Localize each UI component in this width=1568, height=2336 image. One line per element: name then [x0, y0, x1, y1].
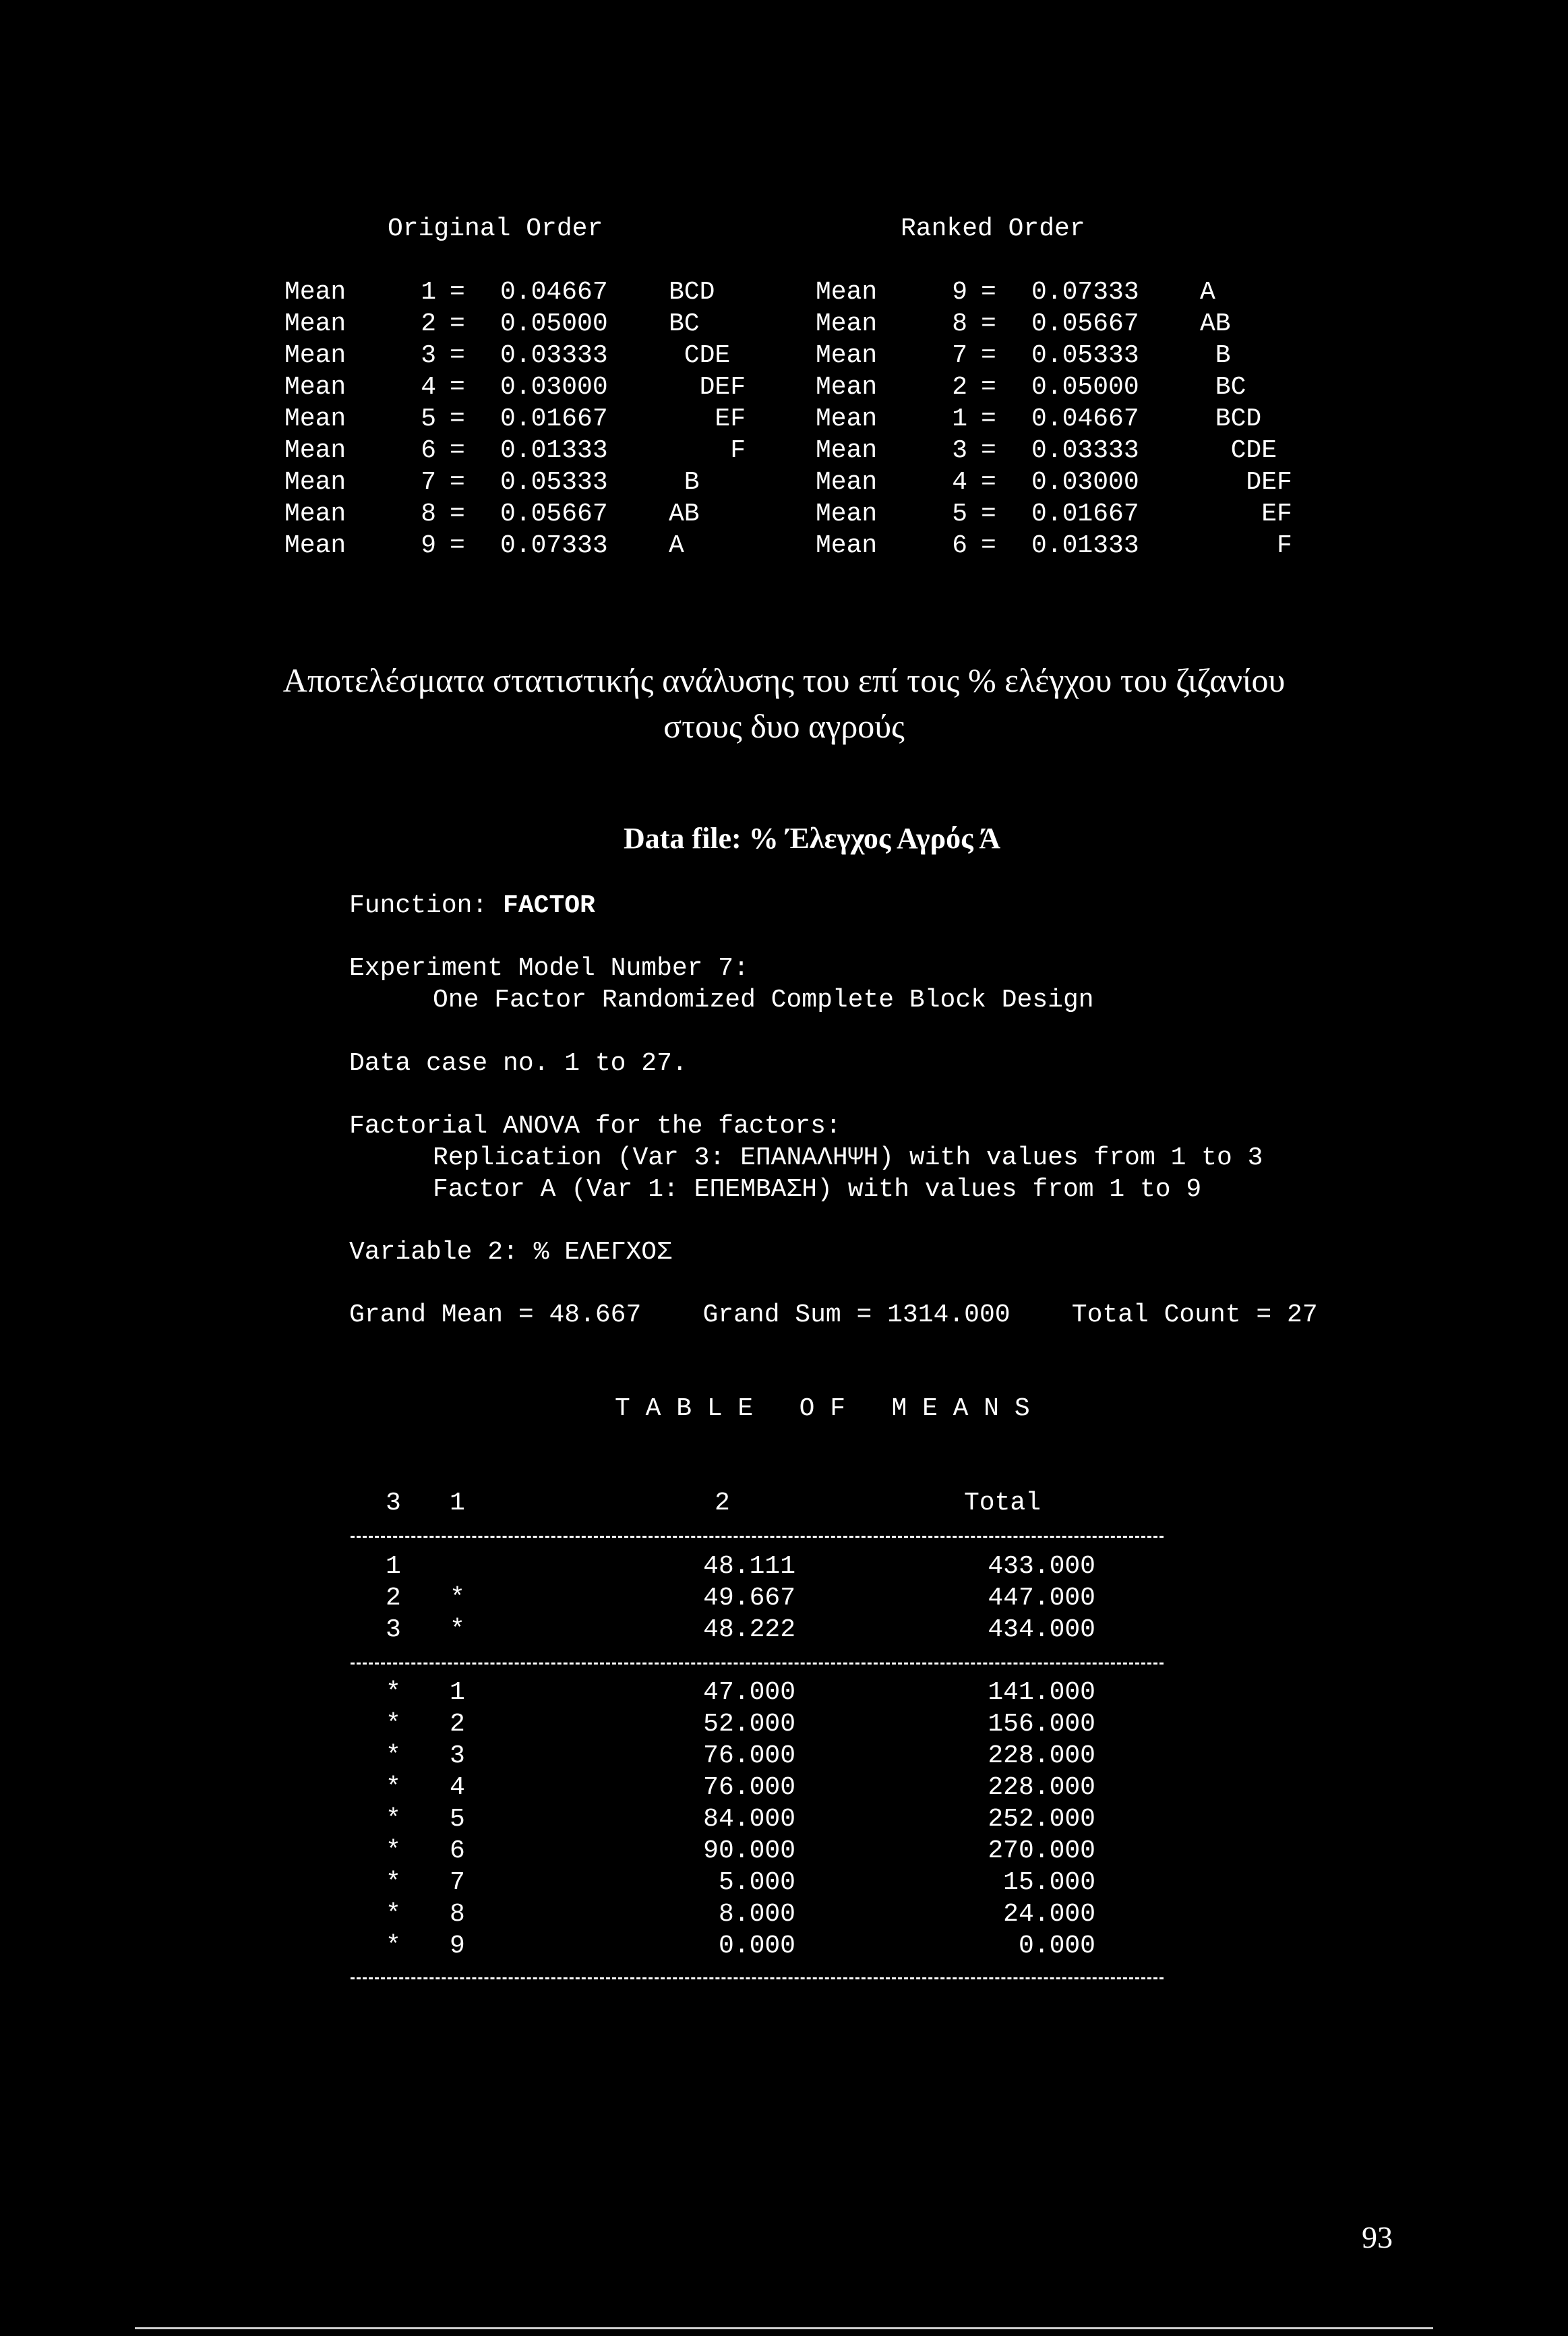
- data-file-heading: Data file: % Έλεγχος Αγρός Ά: [624, 822, 1001, 855]
- cell-total: 252.000: [988, 1805, 1095, 1834]
- cell-total: 141.000: [988, 1678, 1095, 1707]
- group-letters: BCD: [669, 278, 715, 307]
- cell-col-2: 49.667: [703, 1584, 795, 1613]
- mean-index: 3: [421, 341, 436, 370]
- cell-col-2: 76.000: [703, 1773, 795, 1802]
- equals-sign: =: [981, 405, 996, 433]
- section-title: [0, 657, 1568, 749]
- mean-index: 7: [952, 341, 967, 370]
- original-order-header: Original Order: [388, 214, 603, 243]
- equals-sign: =: [450, 436, 465, 465]
- mean-label: Mean: [816, 341, 878, 370]
- group-letters: BC: [1215, 373, 1246, 402]
- mean-value: 0.01333: [500, 436, 608, 465]
- cell-col-2: 90.000: [703, 1836, 795, 1865]
- function-value: FACTOR: [503, 891, 595, 920]
- mean-value: 0.03333: [500, 341, 608, 370]
- group-letters: AB: [669, 500, 700, 529]
- mean-label: Mean: [284, 531, 346, 560]
- header-col-1: 1: [450, 1489, 465, 1518]
- cell-col-2: 84.000: [703, 1805, 795, 1834]
- mean-value: 0.04667: [500, 278, 608, 307]
- cell-total: 433.000: [988, 1552, 1095, 1581]
- cell-total: 15.000: [1003, 1868, 1095, 1897]
- cell-col-3: *: [386, 1900, 401, 1929]
- group-letters: A: [669, 531, 684, 560]
- mean-index: 6: [421, 436, 436, 465]
- ranked-order-header: Ranked Order: [901, 214, 1085, 243]
- cell-total: 24.000: [1003, 1900, 1095, 1929]
- mean-label: Mean: [816, 468, 878, 497]
- equals-sign: =: [450, 278, 465, 307]
- group-letters: F: [1277, 531, 1292, 560]
- cell-total: 0.000: [1018, 1931, 1095, 1960]
- equals-sign: =: [981, 436, 996, 465]
- header-col-2: 2: [715, 1489, 730, 1518]
- cell-col-2: 8.000: [718, 1900, 795, 1929]
- mean-value: 0.03333: [1031, 436, 1139, 465]
- equals-sign: =: [981, 341, 996, 370]
- mean-index: 9: [421, 531, 436, 560]
- cell-col-2: 5.000: [718, 1868, 795, 1897]
- cell-col-2: 47.000: [703, 1678, 795, 1707]
- function-label: Function:: [349, 891, 504, 920]
- replication-line: Replication (Var 3: ΕΠΑΝΑΛΗΨΗ) with values from 1 to 3: [433, 1143, 1263, 1172]
- group-letters: BCD: [1215, 405, 1262, 433]
- means-table-row: [0, 1740, 1568, 1772]
- equals-sign: =: [981, 468, 996, 497]
- equals-sign: =: [450, 341, 465, 370]
- cell-col-3: *: [386, 1678, 401, 1707]
- means-table-row: [0, 1772, 1568, 1803]
- table-rule-middle: [351, 1663, 1164, 1665]
- mean-index: 5: [421, 405, 436, 433]
- equals-sign: =: [450, 500, 465, 529]
- variable-line: Variable 2: % ΕΛΕΓΧΟΣ: [349, 1238, 672, 1267]
- cell-col-1: 3: [450, 1741, 465, 1770]
- mean-value: 0.05000: [1031, 373, 1139, 402]
- mean-value: 0.01333: [1031, 531, 1139, 560]
- cell-col-2: 52.000: [703, 1710, 795, 1739]
- mean-value: 0.05000: [500, 309, 608, 338]
- mean-index: 7: [421, 468, 436, 497]
- group-letters: B: [684, 468, 700, 497]
- anova-factors-line: Factorial ANOVA for the factors:: [349, 1112, 841, 1141]
- cell-col-3: 1: [386, 1552, 401, 1581]
- section-title-line-1: Αποτελέσματα στατιστικής ανάλυσης του επί τοις % ελέγχου του ζιζανίου: [282, 661, 1286, 699]
- mean-index: 6: [952, 531, 967, 560]
- mean-label: Mean: [284, 436, 346, 465]
- cell-col-1: 2: [450, 1710, 465, 1739]
- cell-col-3: *: [386, 1836, 401, 1865]
- cell-col-3: *: [386, 1931, 401, 1960]
- mean-index: 8: [952, 309, 967, 338]
- mean-index: 9: [952, 278, 967, 307]
- mean-value: 0.05333: [500, 468, 608, 497]
- cell-col-1: *: [450, 1615, 465, 1644]
- mean-index: 3: [952, 436, 967, 465]
- group-letters: B: [1215, 341, 1231, 370]
- mean-value: 0.04667: [1031, 405, 1139, 433]
- cell-total: 447.000: [988, 1584, 1095, 1613]
- means-table-row: [0, 1835, 1568, 1867]
- cell-col-2: 76.000: [703, 1741, 795, 1770]
- mean-index: 1: [952, 405, 967, 433]
- means-table-row: [0, 1551, 1568, 1582]
- mean-index: 8: [421, 500, 436, 529]
- factor-a-line: Factor A (Var 1: ΕΠΕΜΒΑΣΗ) with values from 1 to 9: [433, 1175, 1202, 1204]
- mean-value: 0.03000: [500, 373, 608, 402]
- group-letters: A: [1200, 278, 1215, 307]
- mean-label: Mean: [816, 278, 878, 307]
- cell-col-2: 48.222: [703, 1615, 795, 1644]
- mean-label: Mean: [816, 373, 878, 402]
- equals-sign: =: [981, 500, 996, 529]
- mean-label: Mean: [284, 309, 346, 338]
- cell-col-1: 7: [450, 1868, 465, 1897]
- footer-rule: [135, 2327, 1433, 2329]
- mean-value: 0.05667: [1031, 309, 1139, 338]
- means-table-row: [0, 1614, 1568, 1646]
- mean-value: 0.05667: [500, 500, 608, 529]
- means-table-row: [0, 1898, 1568, 1930]
- mean-index: 1: [421, 278, 436, 307]
- cell-total: 156.000: [988, 1710, 1095, 1739]
- mean-label: Mean: [816, 405, 878, 433]
- mean-index: 2: [952, 373, 967, 402]
- mean-label: Mean: [816, 436, 878, 465]
- mean-label: Mean: [284, 373, 346, 402]
- header-total: Total: [964, 1489, 1042, 1518]
- means-table-row: [0, 1708, 1568, 1740]
- cell-total: 228.000: [988, 1773, 1095, 1802]
- equals-sign: =: [450, 468, 465, 497]
- cell-total: 228.000: [988, 1741, 1095, 1770]
- grand-summary-line: Grand Mean = 48.667 Grand Sum = 1314.000 Total Count = 27: [349, 1300, 1318, 1329]
- cell-col-3: 3: [386, 1615, 401, 1644]
- cell-col-1: 8: [450, 1900, 465, 1929]
- group-letters: EF: [1261, 500, 1292, 529]
- cell-col-3: *: [386, 1710, 401, 1739]
- equals-sign: =: [981, 531, 996, 560]
- mean-value: 0.01667: [1031, 500, 1139, 529]
- mean-value: 0.07333: [1031, 278, 1139, 307]
- data-case-line: Data case no. 1 to 27.: [349, 1049, 688, 1078]
- mean-label: Mean: [816, 500, 878, 529]
- group-letters: F: [730, 436, 746, 465]
- mean-label: Mean: [284, 341, 346, 370]
- cell-col-1: 9: [450, 1931, 465, 1960]
- cell-col-1: 6: [450, 1836, 465, 1865]
- group-letters: DEF: [699, 373, 746, 402]
- page-number: 93: [1362, 2220, 1393, 2254]
- table-of-means-title: T A B L E O F M E A N S: [615, 1394, 1030, 1423]
- mean-index: 2: [421, 309, 436, 338]
- cell-total: 434.000: [988, 1615, 1095, 1644]
- means-table-row: [0, 1867, 1568, 1898]
- equals-sign: =: [981, 309, 996, 338]
- equals-sign: =: [450, 373, 465, 402]
- cell-col-3: *: [386, 1773, 401, 1802]
- cell-col-1: 5: [450, 1805, 465, 1834]
- mean-label: Mean: [284, 500, 346, 529]
- mean-index: 4: [421, 373, 436, 402]
- cell-col-3: *: [386, 1805, 401, 1834]
- equals-sign: =: [450, 531, 465, 560]
- mean-label: Mean: [284, 405, 346, 433]
- cell-col-1: 1: [450, 1678, 465, 1707]
- group-letters: EF: [715, 405, 746, 433]
- mean-value: 0.05333: [1031, 341, 1139, 370]
- section-title-line-2: στους δυο αγρούς: [663, 707, 905, 745]
- experiment-model-line: Experiment Model Number 7:: [349, 954, 749, 983]
- group-letters: CDE: [1230, 436, 1277, 465]
- cell-col-3: *: [386, 1868, 401, 1897]
- group-letters: AB: [1200, 309, 1231, 338]
- design-line: One Factor Randomized Complete Block Design: [433, 986, 1094, 1015]
- cell-col-1: 4: [450, 1773, 465, 1802]
- header-col-3: 3: [386, 1489, 401, 1518]
- group-letters: CDE: [684, 341, 731, 370]
- equals-sign: =: [450, 405, 465, 433]
- mean-label: Mean: [284, 278, 346, 307]
- cell-col-2: 0.000: [718, 1931, 795, 1960]
- means-table-row: [0, 1677, 1568, 1708]
- mean-value: 0.07333: [500, 531, 608, 560]
- mean-index: 5: [952, 500, 967, 529]
- means-table-row: [0, 1582, 1568, 1614]
- cell-col-1: *: [450, 1584, 465, 1613]
- function-line: [349, 890, 595, 922]
- group-letters: BC: [669, 309, 700, 338]
- group-letters: DEF: [1246, 468, 1292, 497]
- table-rule-bottom: [351, 1977, 1164, 1979]
- equals-sign: =: [450, 309, 465, 338]
- means-table-row: [0, 1930, 1568, 1962]
- cell-col-2: 48.111: [703, 1552, 795, 1581]
- cell-col-3: 2: [386, 1584, 401, 1613]
- cell-total: 270.000: [988, 1836, 1095, 1865]
- mean-label: Mean: [816, 309, 878, 338]
- cell-col-3: *: [386, 1741, 401, 1770]
- means-table-row: [0, 1803, 1568, 1835]
- mean-value: 0.01667: [500, 405, 608, 433]
- mean-label: Mean: [816, 531, 878, 560]
- table-rule-top: [351, 1536, 1164, 1538]
- equals-sign: =: [981, 373, 996, 402]
- equals-sign: =: [981, 278, 996, 307]
- mean-label: Mean: [284, 468, 346, 497]
- mean-value: 0.03000: [1031, 468, 1139, 497]
- mean-index: 4: [952, 468, 967, 497]
